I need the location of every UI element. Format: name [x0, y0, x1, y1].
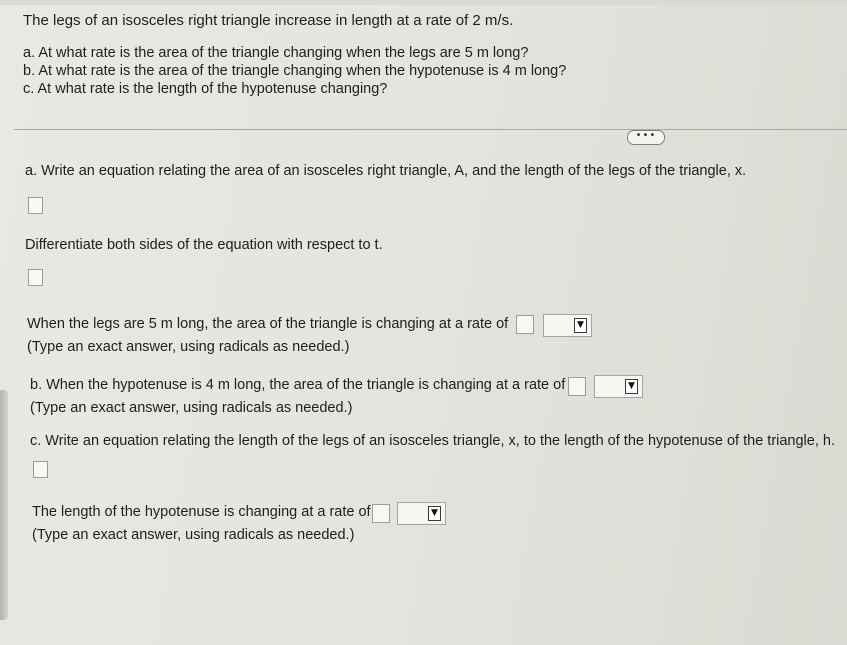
part-a-equation-prompt: a. Write an equation relating the area of an isosceles right triangle, A, and the length of the legs of the triangle, x.: [25, 163, 747, 179]
top-strip: [0, 0, 847, 5]
question-a: a. At what rate is the area of the triangle changing when the legs are 5 m long?: [23, 45, 529, 61]
part-a-rate-prompt: When the legs are 5 m long, the area of the triangle is changing at a rate of: [27, 316, 509, 332]
dropdown-arrow-icon: ▼: [625, 379, 638, 394]
section-divider: [14, 129, 847, 130]
part-a-equation-answer-box[interactable]: [28, 197, 43, 214]
part-c-equation-prompt: c. Write an equation relating the length of the legs of an isosceles triangle, x, to the length of the hypotenuse of the triangle, h.: [30, 433, 835, 449]
part-b-hint: (Type an exact answer, using radicals as needed.): [30, 400, 353, 416]
part-a-rate-input[interactable]: [516, 315, 534, 334]
dropdown-arrow-icon: ▼: [428, 506, 441, 521]
problem-questions: [23, 44, 566, 98]
part-a-hint: (Type an exact answer, using radicals as needed.): [27, 339, 350, 355]
part-c-hint: (Type an exact answer, using radicals as needed.): [32, 527, 355, 543]
part-c-equation-answer-box[interactable]: [33, 461, 48, 478]
expand-more-button[interactable]: •••: [627, 130, 665, 145]
problem-statement: The legs of an isosceles right triangle increase in length at a rate of 2 m/s.: [23, 12, 514, 29]
dropdown-arrow-icon: ▼: [574, 318, 587, 333]
part-c-rate-prompt: The length of the hypotenuse is changing at a rate of: [32, 504, 371, 520]
part-b-rate-input[interactable]: [568, 377, 586, 396]
question-c: c. At what rate is the length of the hypotenuse changing?: [23, 81, 388, 97]
part-a-units-dropdown[interactable]: [543, 314, 592, 337]
part-c-rate-input[interactable]: [372, 504, 390, 523]
part-b-units-dropdown[interactable]: [594, 375, 643, 398]
question-b: b. At what rate is the area of the triangle changing when the hypotenuse is 4 m long?: [23, 63, 567, 79]
part-b-rate-prompt: b. When the hypotenuse is 4 m long, the area of the triangle is changing at a rate of: [30, 377, 566, 393]
part-a-differentiate-prompt: Differentiate both sides of the equation with respect to t.: [25, 237, 383, 253]
left-scroll-edge: [0, 390, 8, 620]
part-c-units-dropdown[interactable]: [397, 502, 446, 525]
part-a-derivative-answer-box[interactable]: [28, 269, 43, 286]
